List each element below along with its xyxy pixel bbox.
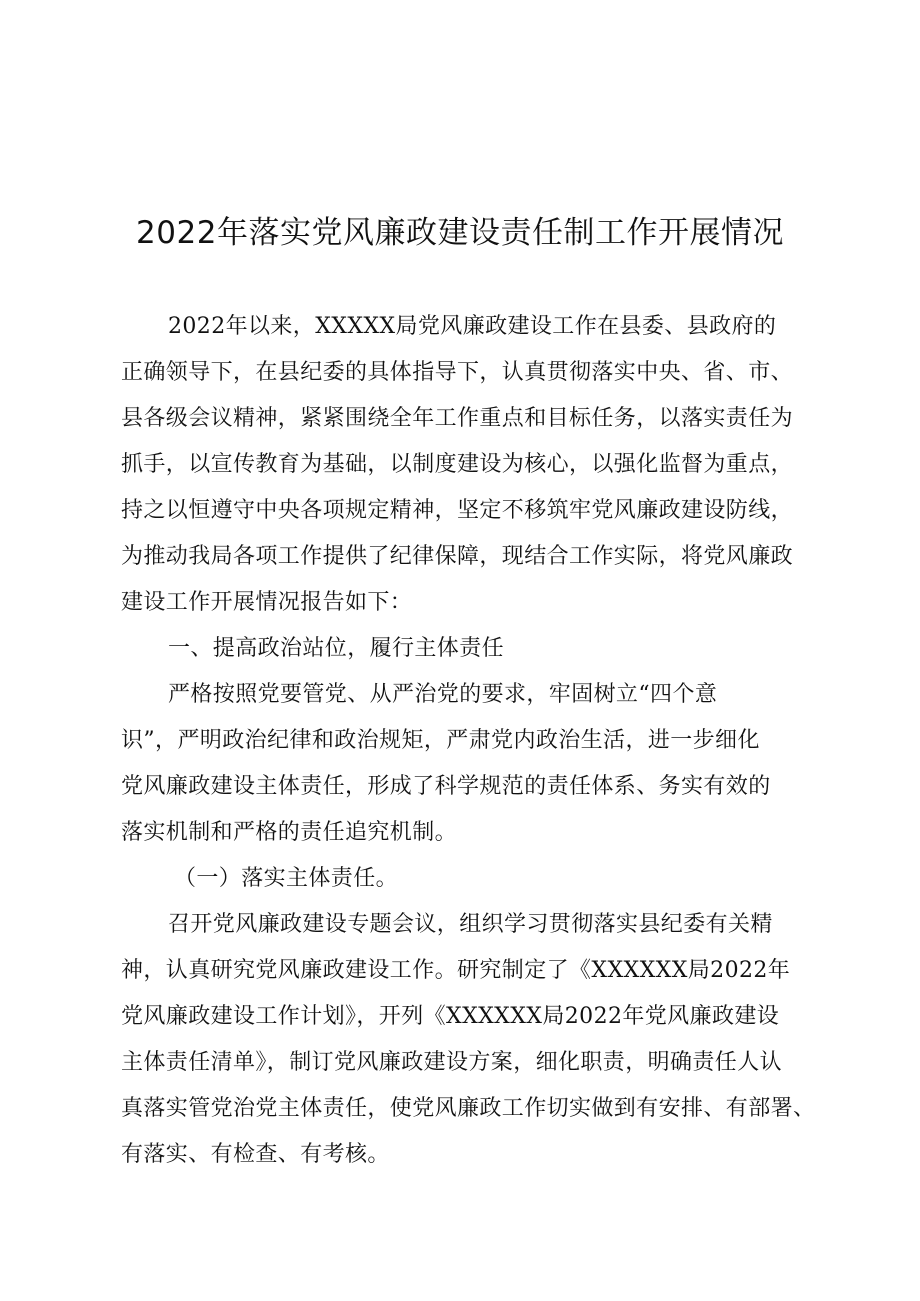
paragraph-line: 严格按照党要管党、从严治党的要求，牢固树立“四个意 <box>168 682 718 707</box>
paragraph-line: 为推动我局各项工作提供了纪律保障，现结合工作实际，将党风廉政 <box>121 544 794 569</box>
paragraph-line: 党风廉政建设主体责任，形成了科学规范的责任体系、务实有效的 <box>121 774 771 799</box>
paragraph-line: 识”，严明政治纪律和政治规矩，严肃党内政治生活，进一步细化 <box>121 728 760 753</box>
paragraph-line: 建设工作开展情况报告如下： <box>121 590 413 615</box>
paragraph-line: 有落实、有检查、有考核。 <box>121 1142 390 1167</box>
section-heading: 一、提高政治站位，履行主体责任 <box>168 636 505 661</box>
subsection-heading: （一）落实主体责任。 <box>174 866 399 891</box>
paragraph-line: 落实机制和严格的责任追究机制。 <box>121 820 458 845</box>
paragraph-line: 党风廉政建设工作计划》，开列《XXXXXX局2022年党风廉政建设 <box>121 1004 780 1029</box>
paragraph-line: 召开党风廉政建设专题会议，组织学习贯彻落实县纪委有关精 <box>168 912 773 937</box>
paragraph-line: 主体责任清单》，制订党风廉政建设方案，细化职责，明确责任人认 <box>121 1050 783 1075</box>
paragraph-line: 持之以恒遵守中央各项规定精神，坚定不移筑牢党风廉政建设防线， <box>121 498 794 523</box>
paragraph-line: 县各级会议精神，紧紧围绕全年工作重点和目标任务，以落实责任为 <box>121 406 794 431</box>
paragraph-line: 正确领导下，在县纪委的具体指导下，认真贯彻落实中央、省、市、 <box>121 360 794 385</box>
paragraph-line: 真落实管党治党主体责任，使党风廉政工作切实做到有安排、有部署、 <box>121 1096 816 1121</box>
document-title: 2022年落实党风廉政建设责任制工作开展情况 <box>136 215 784 251</box>
paragraph-line: 神，认真研究党风廉政建设工作。研究制定了《XXXXXX局2022年 <box>121 958 791 983</box>
paragraph-line: 抓手，以宣传教育为基础，以制度建设为核心，以强化监督为重点， <box>121 452 794 477</box>
paragraph-line: 2022年以来，XXXXX局党风廉政建设工作在县委、县政府的 <box>168 314 777 339</box>
